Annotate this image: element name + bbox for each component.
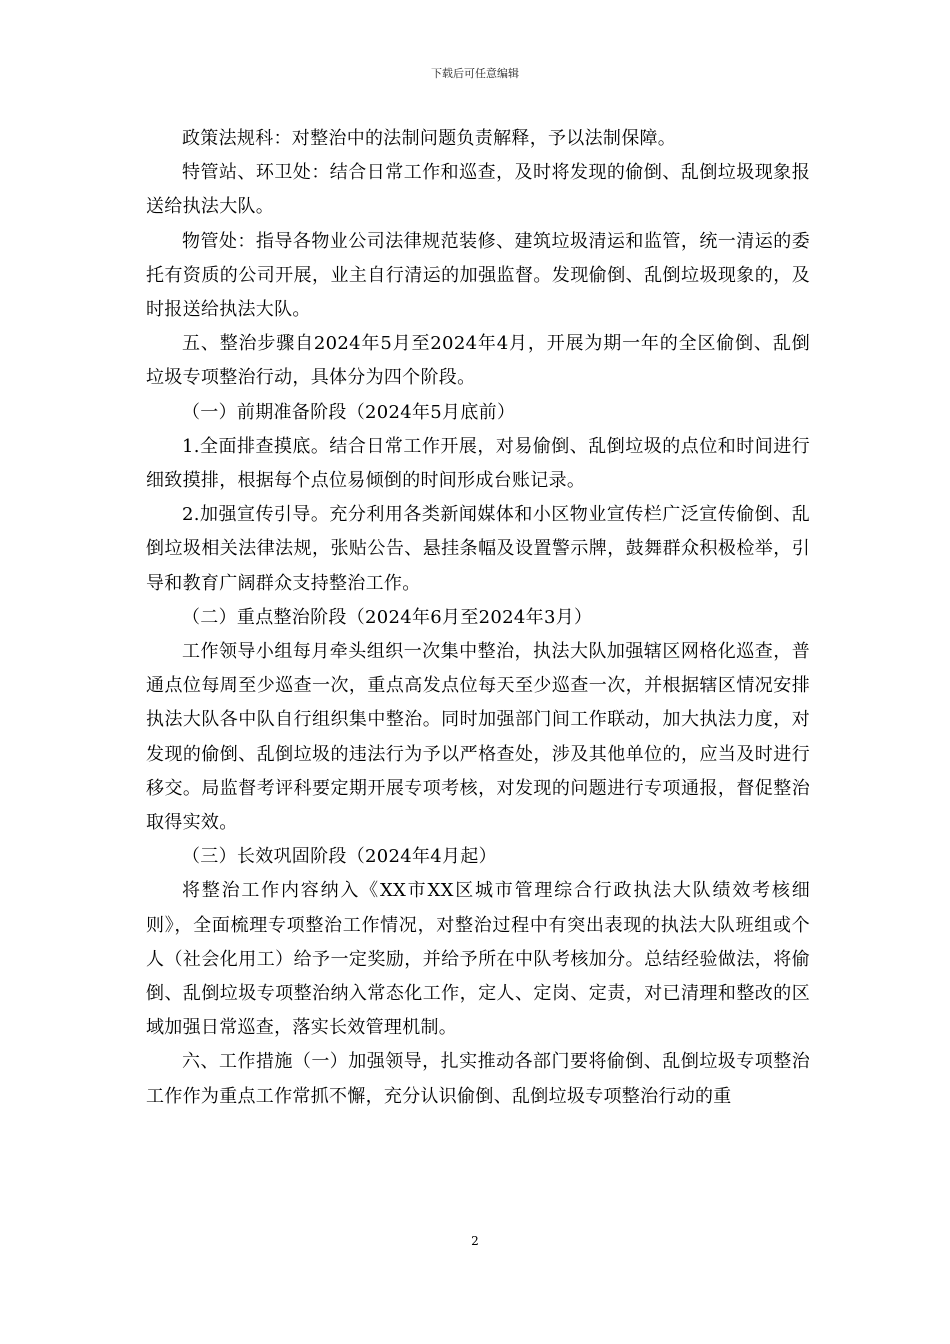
- paragraph-stage-three-body: 将整治工作内容纳入《XX市XX区城市管理综合行政执法大队绩效考核细则》，全面梳理专项整治工作情况，对整治过程中有突出表现的执法大队班组或个人（社会化用工）给予一定奖励，并给予所在中队考核加分。总结经验做法，将偷倒、乱倒垃圾专项整治纳入常态化工作，定人、定岗、定责，对已清理和整改的区域加强日常巡查，落实长效管理机制。: [146, 880, 810, 1039]
- paragraph-stage-two-body: 工作领导小组每月牵头组织一次集中整治，执法大队加强辖区网格化巡查，普通点位每周至少巡查一次，重点高发点位每天至少巡查一次，并根据辖区情况安排执法大队各中队自行组织集中整治。同时加强部门间工作联动，加大执法力度，对发现的偷倒、乱倒垃圾的违法行为予以严格查处，涉及其他单位的，应当及时进行移交。局监督考评科要定期开展专项考核，对发现的问题进行专项通报，督促整治取得实效。: [146, 641, 810, 834]
- page-header: 下载后可任意编辑: [431, 67, 519, 80]
- paragraph-measures-heading: 六、工作措施（一）加强领导，扎实推动各部门要将偷倒、乱倒垃圾专项整治工作作为重点工作常抓不懈，充分认识偷倒、乱倒垃圾专项整治行动的重: [146, 1051, 810, 1107]
- paragraph-stage-one-item-2: 2.加强宣传引导。充分利用各类新闻媒体和小区物业宣传栏广泛宣传偷倒、乱倒垃圾相关法律法规，张贴公告、悬挂条幅及设置警示牌，鼓舞群众积极检举，引导和教育广阔群众支持整治工作。: [146, 504, 810, 594]
- paragraph-stage-two-heading: （二）重点整治阶段（2024年6月至2024年3月）: [182, 606, 593, 628]
- paragraph-property-management: 物管处：指导各物业公司法律规范装修、建筑垃圾清运和监管，统一清运的委托有资质的公司开展，业主自行清运的加强监督。发现偷倒、乱倒垃圾现象的，及时报送给执法大队。: [146, 230, 810, 321]
- document-body: [146, 122, 810, 1114]
- page-number: 2: [471, 1234, 479, 1248]
- paragraph-stage-one-heading: （一）前期准备阶段（2024年5月底前）: [182, 401, 516, 423]
- paragraph-policy-section: 政策法规科：对整治中的法制问题负责解释，予以法制保障。: [182, 128, 677, 149]
- paragraph-steps-heading: 五、整治步骤自2024年5月至2024年4月，开展为期一年的全区偷倒、乱倒垃圾专项整治行动，具体分为四个阶段。: [146, 333, 810, 389]
- paragraph-stage-three-heading: （三）长效巩固阶段（2024年4月起）: [182, 846, 497, 868]
- paragraph-stage-one-item-1: 1.全面排查摸底。结合日常工作开展，对易偷倒、乱倒垃圾的点位和时间进行细致摸排，根据每个点位易倾倒的时间形成台账记录。: [146, 435, 810, 492]
- paragraph-special-management: 特管站、环卫处：结合日常工作和巡查，及时将发现的偷倒、乱倒垃圾现象报送给执法大队。: [146, 162, 810, 218]
